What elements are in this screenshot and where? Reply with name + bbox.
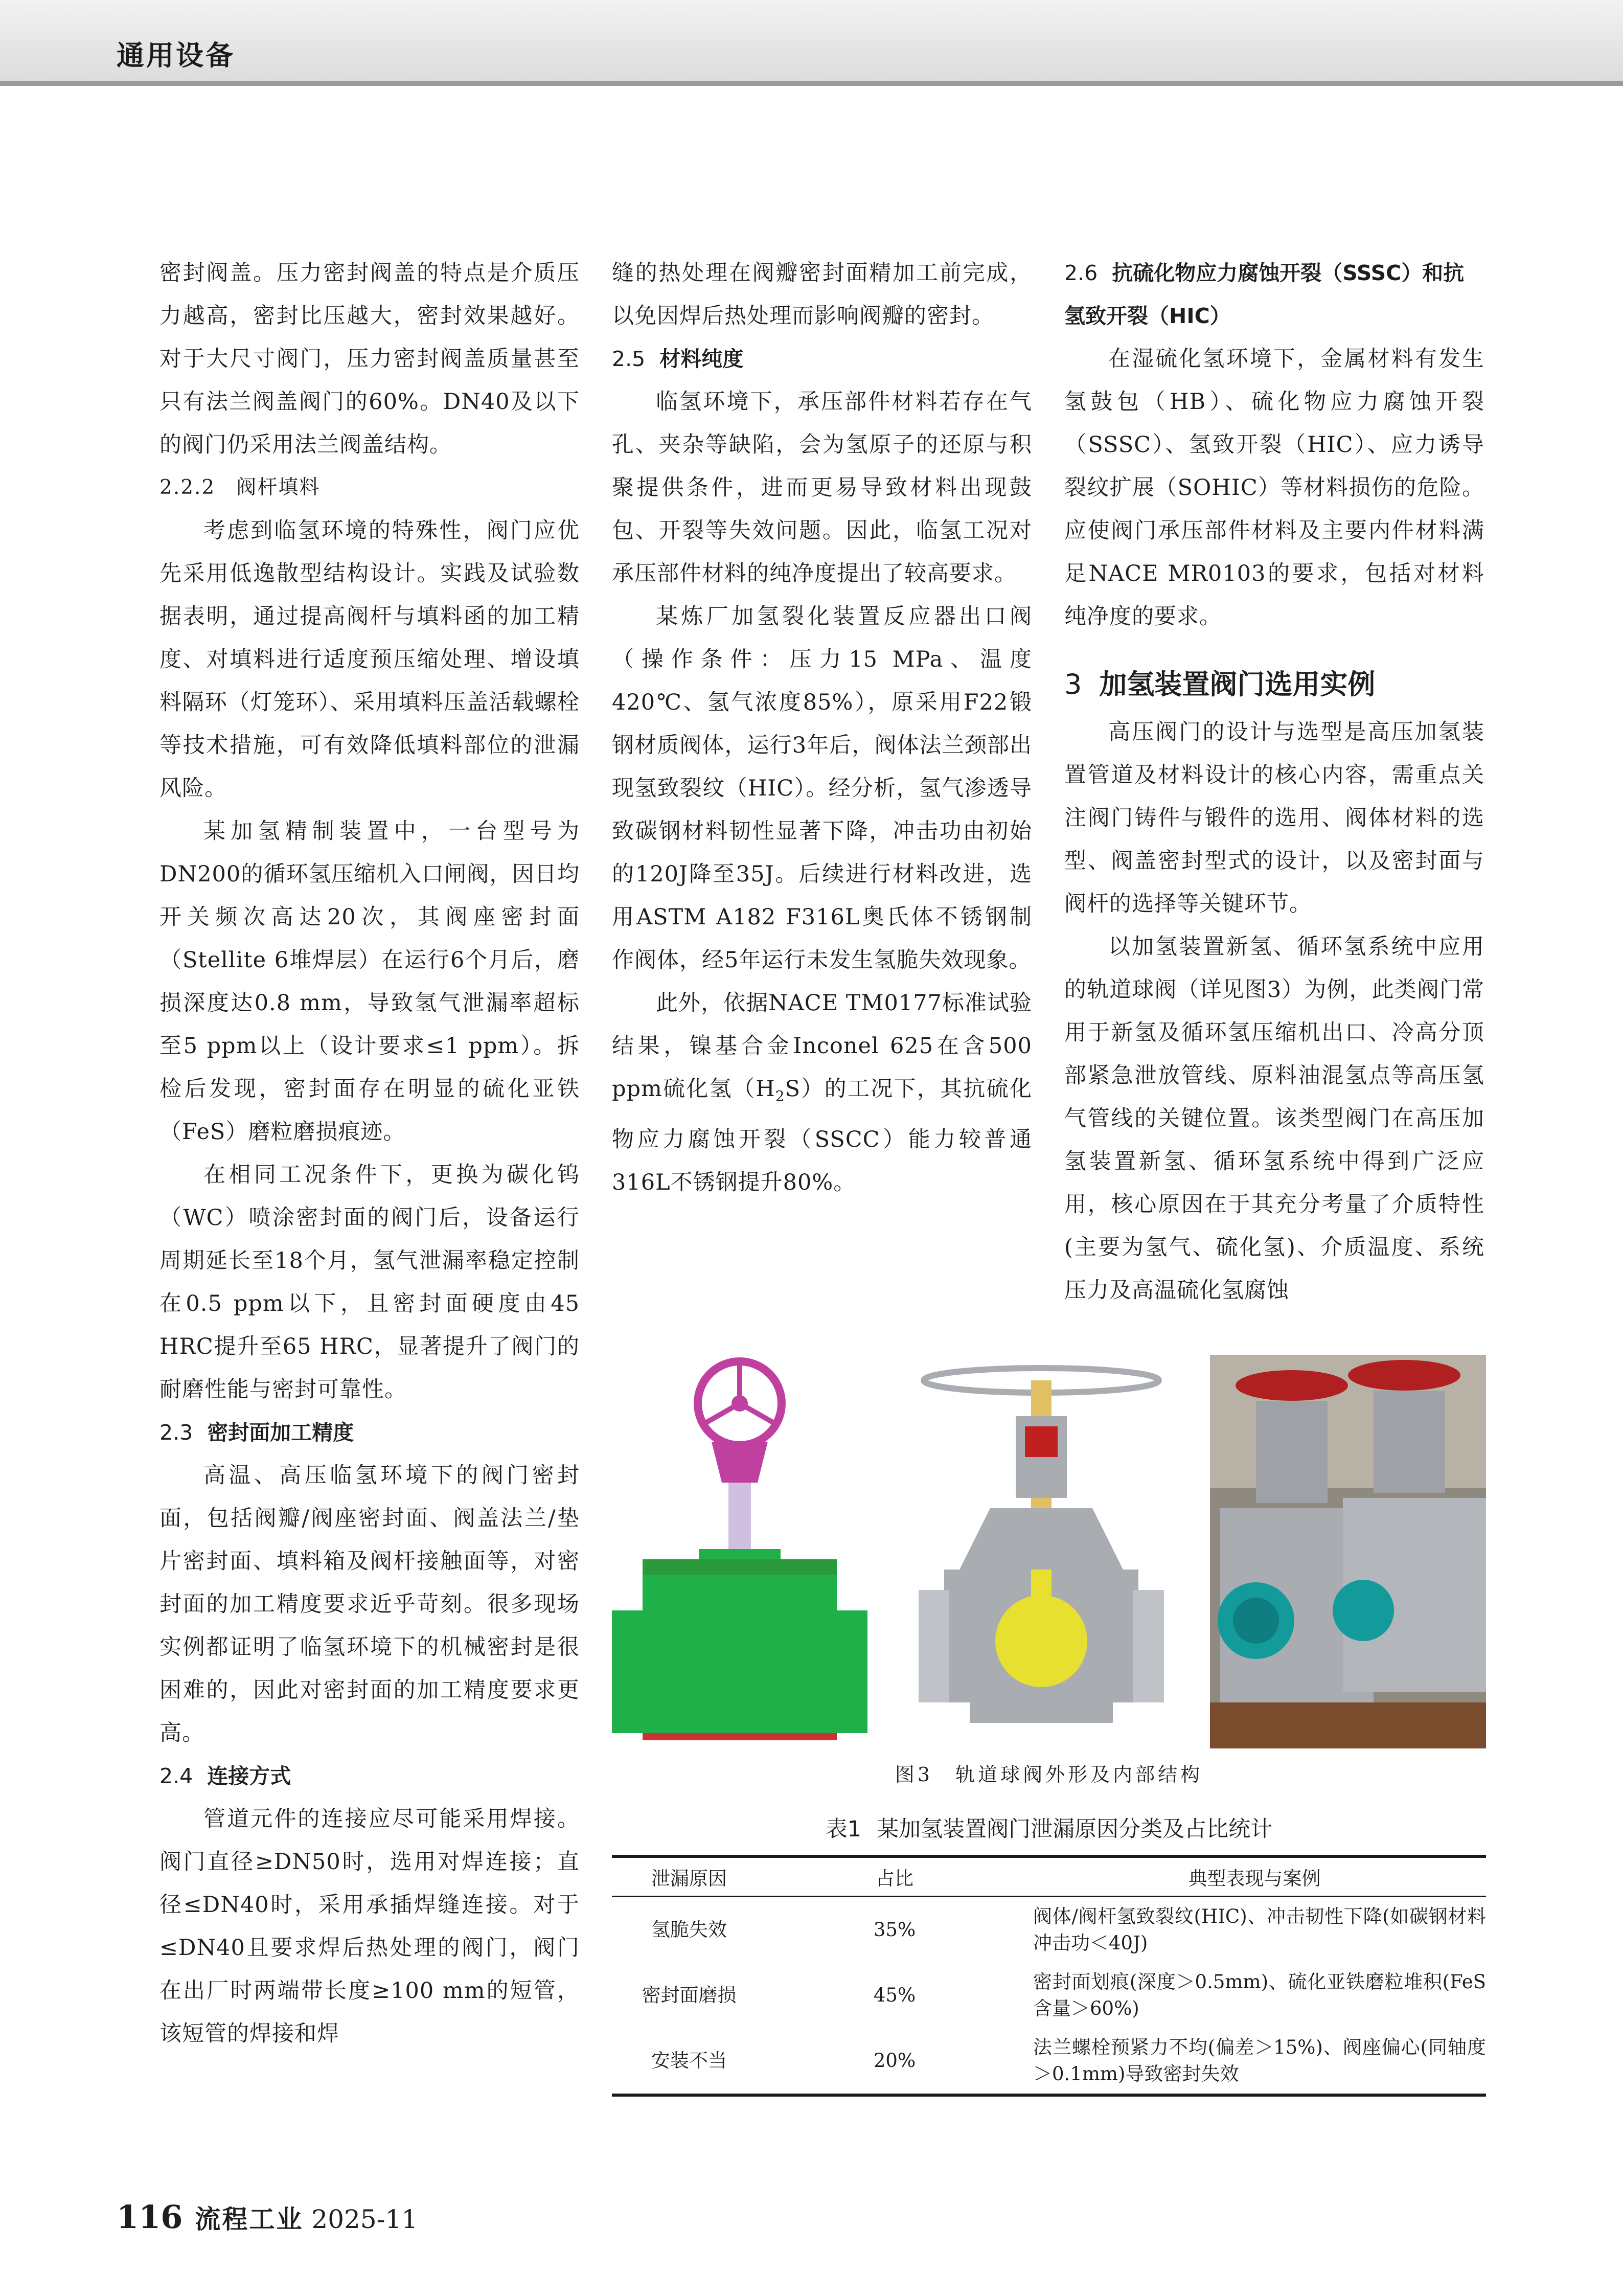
paragraph: 在相同工况条件下，更换为碳化钨（WC）喷涂密封面的阀门后，设备运行周期延长至18个月，氢气泄漏率稳定控制在0.5 ppm以下，且密封面硬度由45 HRC提升至65 HRC，显著提升了阀门的耐磨性能与密封可靠性。 bbox=[159, 1162, 580, 1402]
cutaway-illustration bbox=[888, 1355, 1195, 1748]
paragraph: 考虑到临氢环境的特殊性，阀门应优先采用低逸散型结构设计。实践及试验数据表明，通过提高阀杆与填料函的加工精度、对填料进行适度预压缩处理、增设填料隔环（灯笼环）、采用填料压盖活载螺栓等技术措施，可有效降低填料部位的泄漏风险。 bbox=[159, 518, 580, 801]
section-heading-2-6 bbox=[1064, 252, 1484, 337]
heading-text: 加氢装置阀门选用实例 bbox=[1099, 668, 1376, 700]
heading-number: 2.4 bbox=[159, 1764, 193, 1788]
heading-text: 密封面加工精度 bbox=[207, 1420, 354, 1445]
paragraph: 密封阀盖。压力密封阀盖的特点是介质压力越高，密封比压越大，密封效果越好。对于大尺寸阀门，压力密封阀盖质量甚至只有法兰阀盖阀门的60%。DN40及以下的阀门仍采用法兰阀盖结构。 bbox=[159, 260, 580, 458]
cause-cell: 氢脆失效 bbox=[651, 1919, 727, 1941]
subsection-heading-2-2-2: 2.2.2 阀杆填料 bbox=[159, 476, 321, 499]
paragraph: 在湿硫化氢环境下，金属材料有发生氢鼓包（HB）、硫化物应力腐蚀开裂（SSSC）、氢致开裂（HIC）、应力诱导裂纹扩展（SOHIC）等材料损伤的危险。应使阀门承压部件材料及主要内件材料满足NACE MR0103的要求，包括对材料纯净度的要求。 bbox=[1064, 346, 1484, 629]
cause-cell: 密封面磨损 bbox=[642, 1984, 737, 2006]
column-3 bbox=[1064, 252, 1484, 1312]
text-run: S）的工况下，其抗硫化物应力腐蚀开裂（SSCC）能力较普通316L不锈钢提升80%。 bbox=[612, 1076, 1032, 1195]
column-header: 占比 bbox=[876, 1868, 913, 1890]
description-cell: 阀体/阀杆氢致裂纹(HIC)、冲击韧性下降(如碳钢材料冲击功＜40J) bbox=[1033, 1905, 1486, 1954]
description-cell: 法兰螺栓预紧力不均(偏差＞15%)、阀座偏心(同轴度＞0.1mm)导致密封失效 bbox=[1033, 2036, 1486, 2085]
section-heading-2-5 bbox=[612, 337, 1032, 380]
description-cell: 密封面划痕(深度＞0.5mm)、硫化亚铁磨粒堆积(FeS含量＞60%) bbox=[1033, 1971, 1486, 2019]
table-row bbox=[612, 1963, 1486, 2028]
heading-text: 连接方式 bbox=[207, 1764, 291, 1788]
page-footer bbox=[117, 2198, 418, 2236]
heading-number: 2.3 bbox=[159, 1420, 193, 1445]
heading-text: 抗硫化物应力腐蚀开裂（SSSC）和抗氢致开裂（HIC） bbox=[1064, 261, 1465, 328]
paragraph: 管道元件的连接应尽可能采用焊接。阀门直径≥DN50时，选用对焊连接；直径≤DN40时，采用承插焊缝连接。对于≤DN40且要求焊后热处理的阀门，阀门在出厂时两端带长度≥100 mm的短管，该短管的焊接和焊 bbox=[159, 1806, 580, 2047]
page-number: 116 bbox=[117, 2198, 183, 2236]
heading-text: 材料纯度 bbox=[659, 347, 744, 371]
paragraph: 临氢环境下，承压部件材料若存在气孔、夹杂等缺陷，会为氢原子的还原与积聚提供条件，进而更易导致材料出现鼓包、开裂等失效问题。因此，临氢工况对承压部件材料的纯净度提出了较高要求。 bbox=[612, 389, 1032, 586]
paragraph: 某加氢精制装置中，一台型号为DN200的循环氢压缩机入口闸阀，因日均开关频次高达20次，其阀座密封面（Stellite 6堆焊层）在运行6个月后，磨损深度达0.8 mm，导致氢气泄漏率超标至5 ppm以上（设计要求≤1 ppm）。拆检后发现，密封面存在明显的硫化亚铁（FeS）磨粒磨损痕迹。 bbox=[159, 819, 580, 1145]
gate-valve-illustration bbox=[612, 1355, 873, 1748]
subscript: 2 bbox=[775, 1087, 785, 1105]
column-2 bbox=[612, 252, 1032, 1204]
section-heading-2-4 bbox=[159, 1755, 580, 1798]
paragraph: 某炼厂加氢裂化装置反应器出口阀（操作条件：压力15 MPa、温度420℃、氢气浓度85%），原采用F22锻钢材质阀体，运行3年后，阀体法兰颈部出现氢致裂纹（HIC）。经分析，氢气渗透导致碳钢材料韧性显著下降，冲击功由初始的120J降至35J。后续进行材料改进，选用ASTM A182 F316L奥氏体不锈钢制作阀体，经5年运行未发生氢脆失效现象。 bbox=[612, 604, 1032, 973]
column-header: 典型表现与案例 bbox=[1188, 1868, 1321, 1890]
heading-number: 2.6 bbox=[1064, 261, 1098, 285]
header-bar bbox=[0, 0, 1623, 86]
issue-date: 2025-11 bbox=[311, 2204, 418, 2234]
table-row bbox=[612, 1897, 1486, 1963]
paragraph: 缝的热处理在阀瓣密封面精加工前完成，以免因焊后热处理而影响阀瓣的密封。 bbox=[612, 260, 1032, 329]
cause-cell: 安装不当 bbox=[651, 2050, 727, 2072]
paragraph: 以加氢装置新氢、循环氢系统中应用的轨道球阀（详见图3）为例，此类阀门常用于新氢及循环氢压缩机出口、冷高分顶部紧急泄放管线、原料油混氢点等高压氢气管线的关键位置。该类型阀门在高压加氢装置新氢、循环氢系统中得到广泛应用，核心原因在于其充分考量了介质特性(主要为氢气、硫化氢)、介质温度、系统压力及高温硫化氢腐蚀 bbox=[1064, 934, 1484, 1303]
paragraph: 高温、高压临氢环境下的阀门密封面，包括阀瓣/阀座密封面、阀盖法兰/垫片密封面、填料箱及阀杆接触面等，对密封面的加工精度要求近乎苛刻。很多现场实例都证明了临氢环境下的机械密封是很困难的，因此对密封面的加工精度要求更高。 bbox=[159, 1463, 580, 1746]
section-heading-2-3 bbox=[159, 1411, 580, 1454]
table-row bbox=[612, 2028, 1486, 2095]
paragraph bbox=[612, 982, 1032, 1204]
percent-cell: 45% bbox=[873, 1984, 916, 2006]
figure-3 bbox=[612, 1355, 1486, 1748]
table-number: 表1 bbox=[825, 1816, 862, 1842]
table-header-row bbox=[612, 1856, 1486, 1897]
heading-number: 3 bbox=[1064, 668, 1082, 700]
column-1 bbox=[159, 252, 580, 2055]
heading-number: 2.5 bbox=[612, 347, 646, 371]
valve-photo bbox=[1210, 1355, 1486, 1748]
percent-cell: 35% bbox=[873, 1919, 916, 1941]
table-title bbox=[612, 1812, 1486, 1843]
paragraph: 高压阀门的设计与选型是高压加氢装置管道及材料设计的核心内容，需重点关注阀门铸件与锻件的选用、阀体材料的选型、阀盖密封型式的设计，以及密封面与阀杆的选择等关键环节。 bbox=[1064, 719, 1484, 917]
section-heading-3 bbox=[1064, 658, 1484, 711]
percent-cell: 20% bbox=[873, 2050, 916, 2072]
section-title: 通用设备 bbox=[117, 39, 235, 72]
table-title-text: 某加氢装置阀门泄漏原因分类及占比统计 bbox=[877, 1816, 1273, 1842]
column-header: 泄漏原因 bbox=[651, 1868, 727, 1890]
leak-cause-table bbox=[612, 1855, 1486, 2097]
journal-name: 流程工业 bbox=[195, 2204, 304, 2234]
text-run: 此外，依据NACE TM0177标准试验结果，镍基合金Inconel 625在含500 ppm硫化氢（H bbox=[612, 990, 1032, 1102]
figure-caption: 图3 轨道球阀外形及内部结构 bbox=[895, 1763, 1203, 1786]
